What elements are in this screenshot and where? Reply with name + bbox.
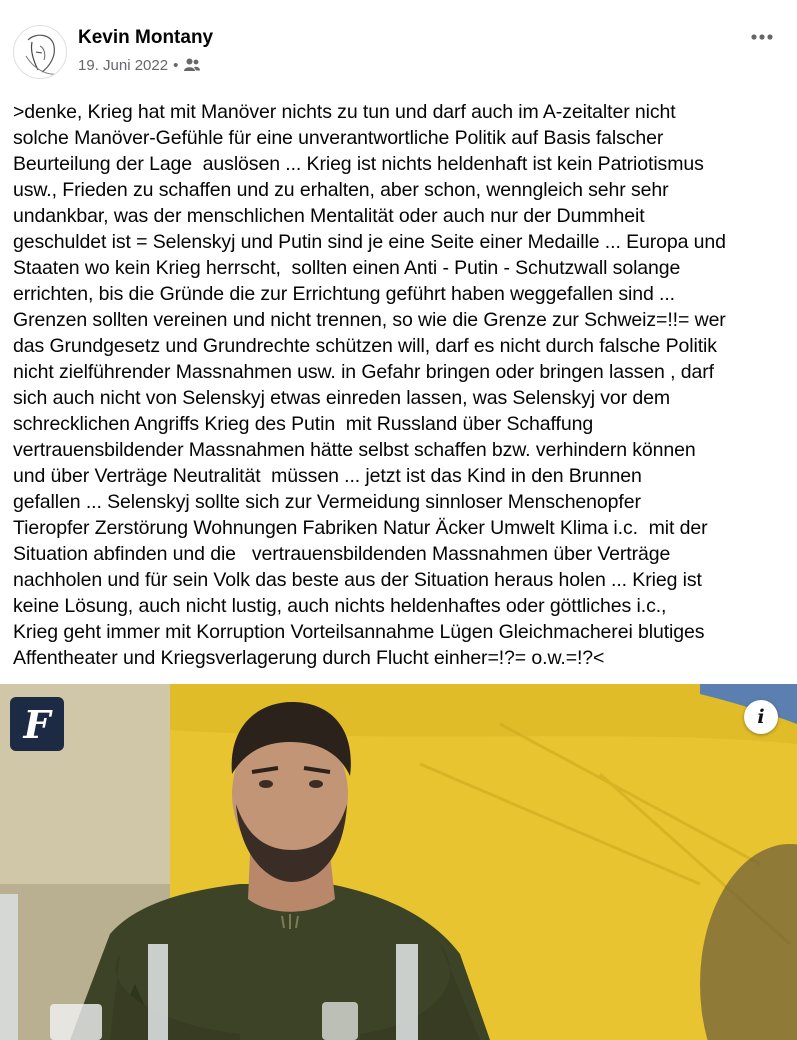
post-header <box>0 0 797 92</box>
post-text-line: Beurteilung der Lage auslösen ... Krieg ist nichts heldenhaft ist kein Patriotismus <box>13 153 704 175</box>
post-text-line: usw., Frieden zu schaffen und zu erhalten, aber schon, wenngleich sehr sehr <box>13 179 669 201</box>
post-text-line: schrecklichen Angriffs Krieg des Putin mit Russland über Schaffung <box>13 413 594 435</box>
post-text-line: Affentheater und Kriegsverlagerung durch Flucht einher=!?= o.w.=!?< <box>13 647 605 669</box>
info-button[interactable]: i <box>744 700 778 734</box>
more-dots-icon <box>750 33 774 41</box>
post-text-line: >denke, Krieg hat mit Manöver nichts zu tun und darf auch im A-zeitalter nicht <box>13 101 676 123</box>
post-text-line: das Grundgesetz und Grundrechte schützen will, darf es nicht durch falsche Politik <box>13 335 717 357</box>
post-text-line: solche Manöver-Gefühle für eine unverantwortliche Politik auf Basis falscher <box>13 127 664 149</box>
post-text-line: Situation abfinden und die vertrauensbildenden Massnahmen über Verträge <box>13 543 671 565</box>
post-text-line: keine Lösung, auch nicht lustig, auch nichts heldenhaftes oder göttliches i.c., <box>13 595 667 617</box>
post-text-line: undankbar, was der menschlichen Mentalität oder auch nur der Dummheit <box>13 205 645 227</box>
author-avatar[interactable] <box>13 25 67 79</box>
post-text-line: Grenzen sollten vereinen und nicht trennen, so wie die Grenze zur Schweiz=!!= wer <box>13 309 726 331</box>
post-text-line: nachholen und für sein Volk das beste aus der Situation heraus holen ... Krieg ist <box>13 569 702 591</box>
post-text-line: geschuldet ist = Selenskyj und Putin sind je eine Seite einer Medaille ... Europa und <box>13 231 726 253</box>
more-options-button[interactable] <box>742 24 782 50</box>
friends-icon[interactable] <box>183 57 201 73</box>
sketch-portrait-icon <box>14 26 67 79</box>
post-text-line: vertrauensbildender Massnahmen hätte selbst schaffen bzw. verhindern können <box>13 439 696 461</box>
post-text-line: Tieropfer Zerstörung Wohnungen Fabriken Natur Äcker Umwelt Klima i.c. mit der <box>13 517 708 539</box>
post-text-line: errichten, bis die Gründe die zur Errichtung geführt haben weggefallen sind ... <box>13 283 675 305</box>
post-date[interactable]: 19. Juni 2022 <box>78 56 169 74</box>
post-text-line: Krieg geht immer mit Korruption Vorteilsannahme Lügen Gleichmacherei blutiges <box>13 621 705 643</box>
publisher-logo[interactable]: F <box>10 697 64 751</box>
post-meta <box>78 55 201 75</box>
meta-separator: • <box>173 56 179 74</box>
post-text <box>13 99 793 671</box>
post-text-line: und über Verträge Neutralität müssen ... jetzt ist das Kind in den Brunnen <box>13 465 642 487</box>
post-text-line: Staaten wo kein Krieg herrscht, sollten einen Anti - Putin - Schutzwall solange <box>13 257 681 279</box>
photo-illustration <box>0 684 797 1040</box>
author-name[interactable]: Kevin Montany <box>78 27 214 48</box>
post-text-line: nicht zielführender Massnahmen usw. in Gefahr bringen oder bringen lassen , darf <box>13 361 714 383</box>
post-text-line: sich auch nicht von Selenskyj etwas einreden lassen, was Selenskyj vor dem <box>13 387 671 409</box>
post-text-line: gefallen ... Selenskyj sollte sich zur Vermeidung sinnloser Menschenopfer <box>13 491 641 513</box>
post-photo[interactable] <box>0 684 797 1040</box>
